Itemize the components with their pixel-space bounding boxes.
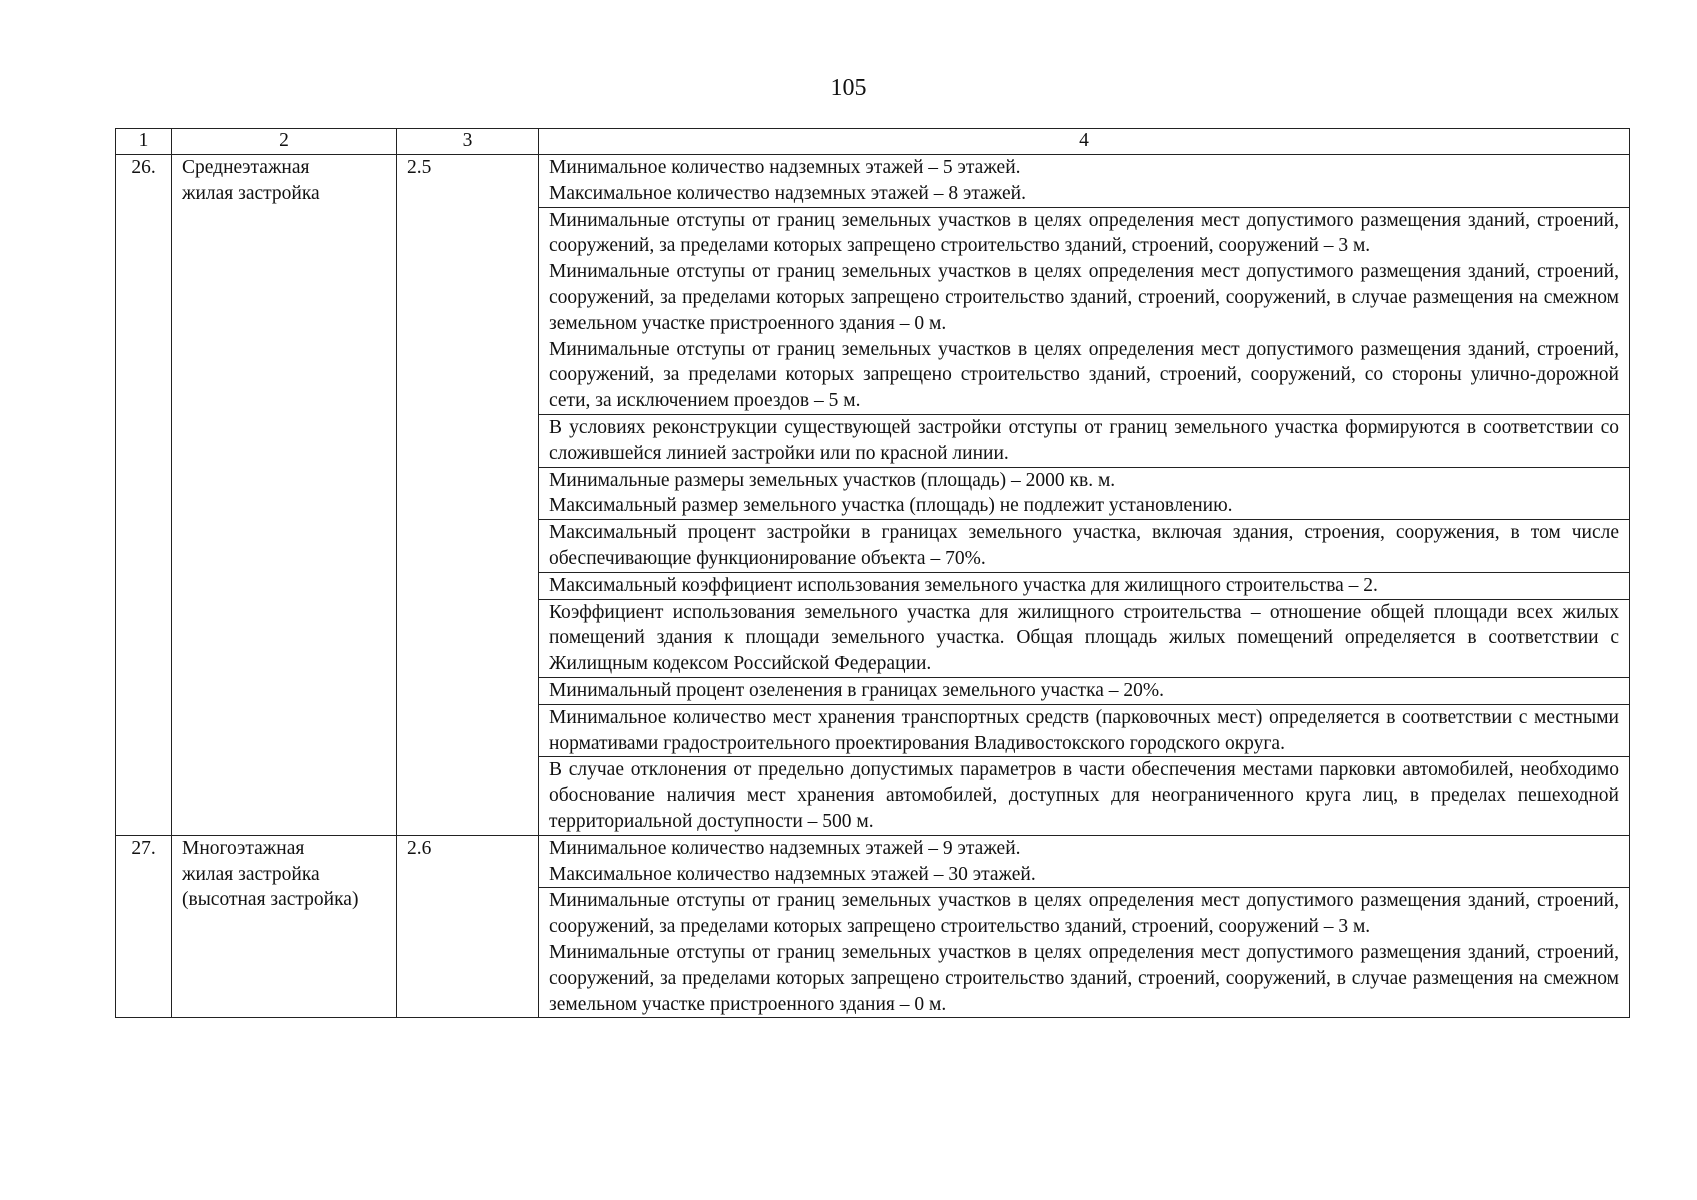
parameter-text: Минимальное количество надземных этажей – 5 этажей. — [549, 157, 1021, 178]
parameter-cell — [539, 704, 1630, 757]
land-use-name-line: Многоэтажная — [182, 837, 305, 859]
land-use-name-cell — [172, 835, 397, 1018]
parameter-cell — [539, 520, 1630, 573]
row-number-cell — [116, 155, 172, 836]
parameter-cell — [539, 888, 1630, 1018]
parameter-text: Минимальные отступы от границ земельных участков в целях определения мест допустимого размещения зданий, строений, сооружений, за пределами которых запрещено строительство зданий, строений, сооружений – 3 м. — [549, 209, 1619, 257]
parameter-cell — [539, 467, 1630, 520]
parameter-text: Минимальное количество мест хранения транспортных средств (парковочных мест) определяется в соответствии с местными нормативами градостроительного проектирования Владивостокского городского округа. — [549, 706, 1619, 754]
parameter-text: Минимальное количество надземных этажей – 9 этажей. — [549, 837, 1021, 859]
header-cell-1: 1 — [116, 129, 172, 155]
land-use-name-cell — [172, 155, 397, 836]
land-use-code-cell — [397, 835, 539, 1018]
land-use-name-line: Среднеэтажная — [182, 157, 310, 178]
page-number: 105 — [830, 75, 867, 101]
row-number: 26. — [131, 157, 156, 178]
parameter-cell — [539, 757, 1630, 835]
header-cell-4: 4 — [539, 129, 1630, 155]
land-use-name-line: (высотная застройка) — [182, 889, 359, 911]
parameter-text: Минимальные отступы от границ земельных участков в целях определения мест допустимого размещения зданий, строений, сооружений, за пределами которых запрещено строительство зданий, строений, сооружений, со стороны улично-дорожной сети, за исключением проездов – 5 м. — [549, 338, 1619, 412]
land-use-code: 2.6 — [407, 837, 432, 859]
parameter-cell — [539, 677, 1630, 704]
parameter-cell — [539, 155, 1630, 208]
parameter-text: В случае отклонения от предельно допустимых параметров в части обеспечения местами парковки автомобилей, необходимо обоснование наличия мест хранения автомобилей, доступных для неограниченного круга лиц, в пределах пешеходной территориальной доступности – 500 м. — [549, 759, 1619, 832]
parameter-cell — [539, 835, 1630, 888]
parameter-text: Минимальные размеры земельных участков (площадь) – 2000 кв. м. — [549, 469, 1116, 491]
land-use-code-cell — [397, 155, 539, 836]
parameter-cell — [539, 599, 1630, 677]
parameter-text: Минимальные отступы от границ земельных участков в целях определения мест допустимого размещения зданий, строений, сооружений, за пределами которых запрещено строительство зданий, строений, сооружений, в случае размещения на смежном земельном участке пристроенного здания – 0 м. — [549, 261, 1619, 334]
header-cell-3: 3 — [397, 129, 539, 155]
parameter-text: Максимальный коэффициент использования земельного участка для жилищного строительства – 2. — [549, 574, 1378, 596]
land-use-name-line: жилая застройка — [182, 863, 320, 885]
table-header-row — [116, 129, 1630, 155]
parameter-text: Максимальный размер земельного участка (площадь) не подлежит установлению. — [549, 495, 1233, 517]
parameter-text: Минимальный процент озеленения в границах земельного участка – 20%. — [549, 679, 1165, 701]
parameter-text: Максимальное количество надземных этажей – 8 этажей. — [549, 182, 1026, 204]
parameter-text: В условиях реконструкции существующей застройки отступы от границ земельного участка формируются в соответствии со сложившейся линией застройки или по красной линии. — [549, 416, 1619, 464]
header-cell-2: 2 — [172, 129, 397, 155]
parameter-cell — [539, 572, 1630, 599]
land-use-name-line: жилая застройка — [182, 182, 320, 204]
table-row — [116, 835, 1630, 888]
row-number-cell — [116, 835, 172, 1018]
zoning-parameters-table — [115, 128, 1630, 1018]
parameter-text: Минимальные отступы от границ земельных участков в целях определения мест допустимого размещения зданий, строений, сооружений, за пределами которых запрещено строительство зданий, строений, сооружений – 3 м. — [549, 890, 1619, 938]
parameter-cell — [539, 207, 1630, 414]
parameter-text: Максимальный процент застройки в границах земельного участка, включая здания, строения, сооружения, в том числе обеспечивающие функционирование объекта – 70%. — [549, 522, 1619, 569]
parameter-text: Максимальное количество надземных этажей – 30 этажей. — [549, 863, 1036, 885]
parameter-cell — [539, 414, 1630, 467]
parameter-text: Коэффициент использования земельного участка для жилищного строительства – отношение общей площади всех жилых помещений здания к площади земельного участка. Общая площадь жилых помещений определяется в соответствии с Жилищным кодексом Российской Федерации. — [549, 601, 1619, 675]
table-row — [116, 155, 1630, 208]
parameter-text: Минимальные отступы от границ земельных участков в целях определения мест допустимого размещения зданий, строений, сооружений, за пределами которых запрещено строительство зданий, строений, сооружений, в случае размещения на смежном земельном участке пристроенного здания – 0 м. — [549, 941, 1619, 1015]
land-use-code: 2.5 — [407, 157, 432, 178]
row-number: 27. — [131, 837, 156, 859]
